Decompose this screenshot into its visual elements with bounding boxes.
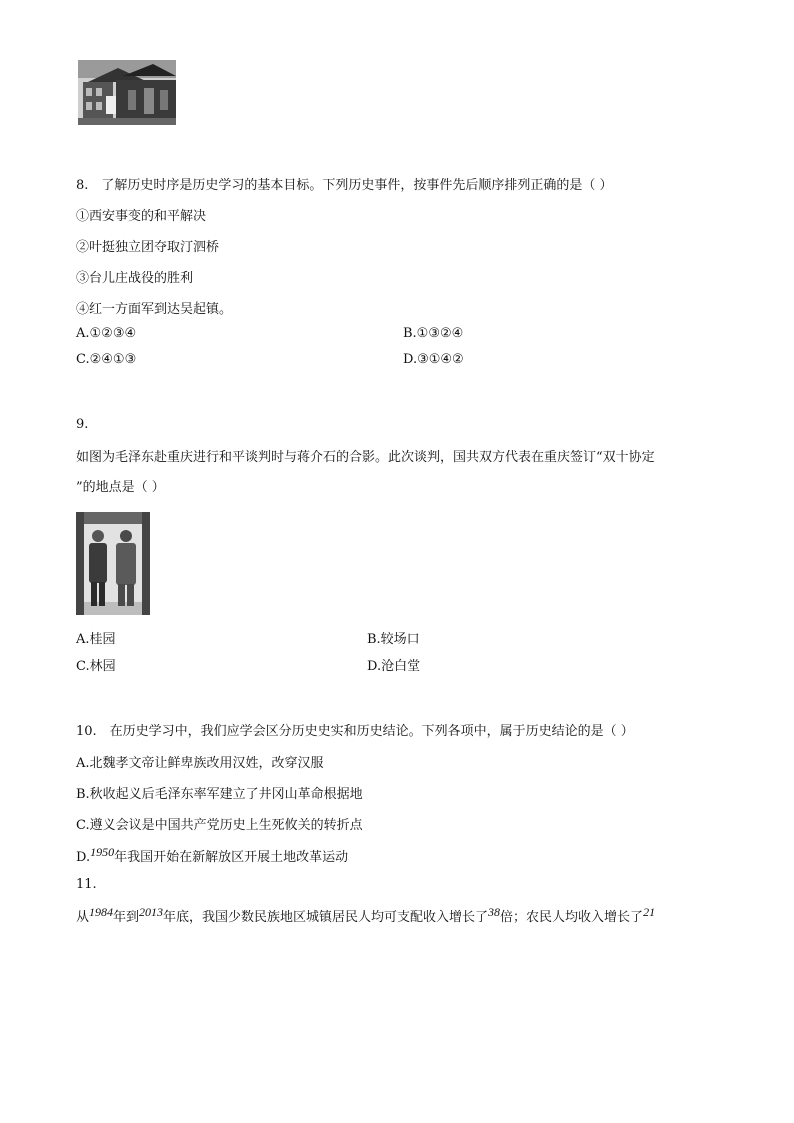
q8-option-b: B.①③②④: [403, 326, 464, 341]
q9-stem-line2: ”的地点是（ ）: [76, 480, 165, 495]
q9-option-d: D.沧白堂: [367, 659, 421, 674]
q8-option-d: D.③①④②: [403, 352, 464, 367]
q9-stem-line1: 如图为毛泽东赴重庆进行和平谈判时与蒋介石的合影。此次谈判，国共双方代表在重庆签订“双十协定: [76, 450, 655, 465]
q10-option-a: A.北魏孝文帝让鲜卑族改用汉姓，改穿汉服: [76, 756, 324, 771]
q10-option-d-year: 1950: [90, 845, 115, 859]
q9-option-c: C.林园: [76, 659, 116, 674]
q10-option-d-suffix: 年我国开始在新解放区开展土地改革运动: [114, 850, 349, 865]
q11-urban-multiple: 38: [488, 905, 501, 919]
q11-text-1: 从: [76, 910, 90, 925]
q11-text-3: 年底，我国少数民族地区城镇居民人均可支配收入增长了: [163, 910, 489, 925]
q8-item-3: ③台儿庄战役的胜利: [76, 271, 194, 286]
q8-item-2: ②叶挺独立团夺取汀泗桥: [76, 240, 220, 255]
portrait-photo: [76, 512, 150, 615]
q11-year-end: 2013: [139, 905, 164, 919]
q9-number: 9.: [76, 417, 89, 432]
q11-text-2: 年到: [113, 910, 140, 925]
q11-year-start: 1984: [89, 905, 114, 919]
q8-option-c: C.②④①③: [76, 352, 137, 367]
q10-option-d-prefix: D.: [76, 850, 91, 865]
q10-option-d: [76, 846, 348, 865]
q11-stem: [76, 906, 655, 925]
q11-text-4: 倍；农民人均收入增长了: [500, 910, 644, 925]
building-photo: [78, 60, 176, 125]
q9-option-b: B.较场口: [367, 632, 420, 647]
q10-option-c: C.遵义会议是中国共产党历史上生死攸关的转折点: [76, 818, 363, 833]
q8-item-4: ④红一方面军到达吴起镇。: [76, 302, 233, 317]
q11-number: 11.: [76, 877, 97, 892]
q11-rural-multiple: 21: [643, 905, 656, 919]
q10-stem: 10. 在历史学习中，我们应学会区分历史史实和历史结论。下列各项中，属于历史结论的是（ ）: [76, 724, 634, 739]
q10-option-b: B.秋收起义后毛泽东率军建立了井冈山革命根据地: [76, 787, 363, 802]
q8-stem: 8. 了解历史时序是历史学习的基本目标。下列历史事件，按事件先后顺序排列正确的是（ ）: [76, 178, 613, 193]
q9-option-a: A.桂园: [76, 632, 116, 647]
q8-option-a: A.①②③④: [76, 326, 137, 341]
q8-item-1: ①西安事变的和平解决: [76, 209, 207, 224]
